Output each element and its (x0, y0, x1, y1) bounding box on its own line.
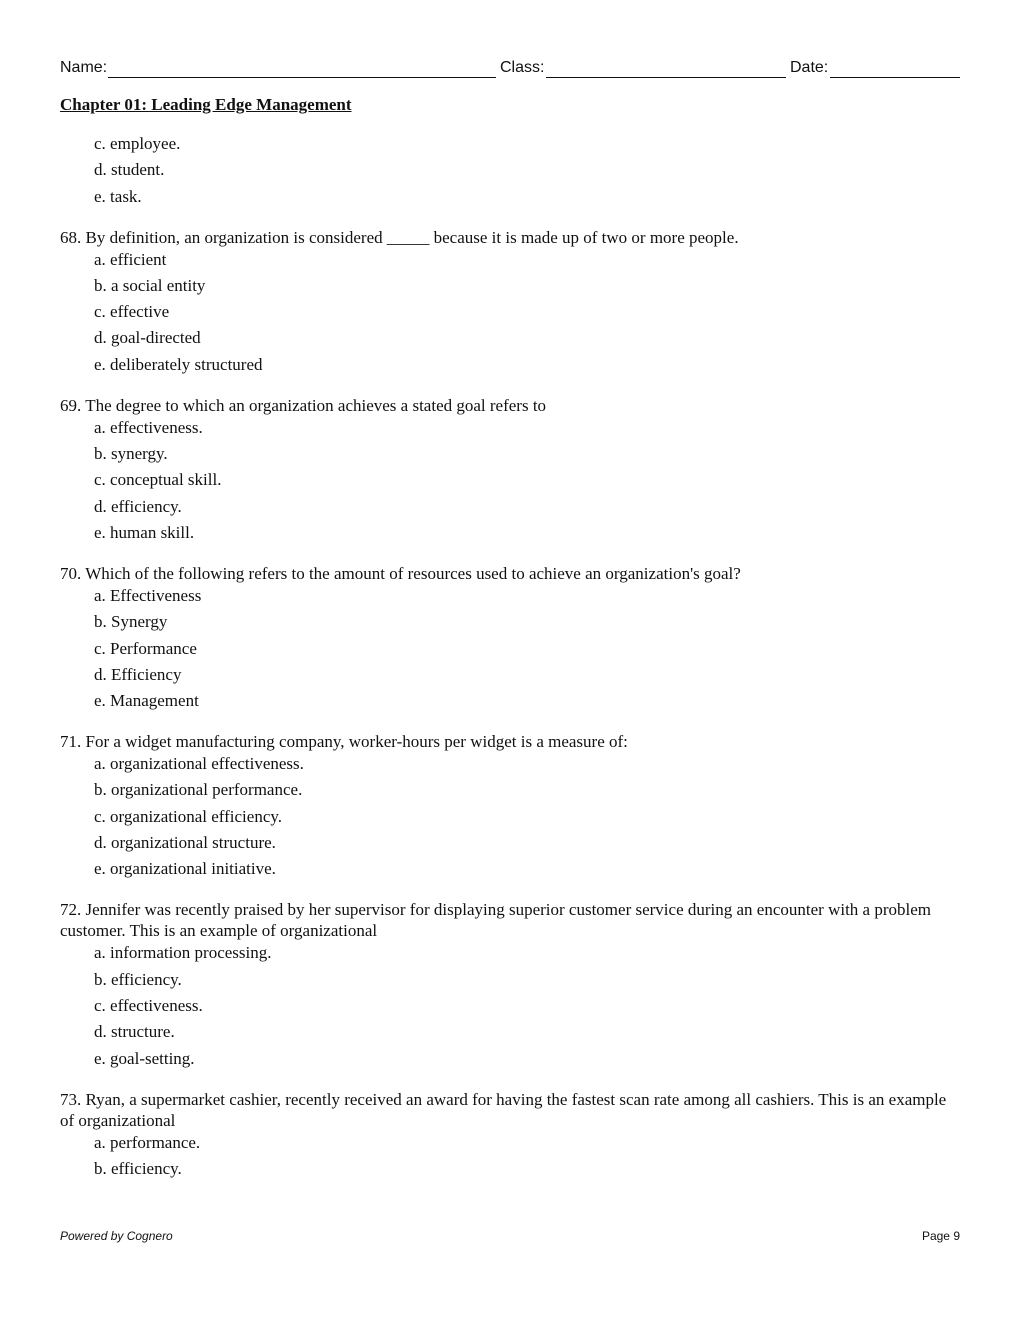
answer-option: e. deliberately structured (94, 354, 263, 374)
answer-option: b. organizational performance. (94, 780, 303, 800)
answer-option: a. Effectiveness (94, 585, 202, 605)
name-label: Name: (60, 59, 108, 76)
question-text: 70. Which of the following refers to the amount of resources used to achieve an organization's goal? (60, 563, 741, 583)
question-list (60, 134, 960, 1185)
answer-option: a. effectiveness. (94, 417, 203, 437)
answer-option: a. organizational effectiveness. (94, 754, 304, 774)
answer-options (60, 943, 960, 1068)
question-text: 68. By definition, an organization is considered _____ because it is made up of two or more people. (60, 227, 739, 247)
class-field-line (546, 77, 786, 78)
date-field-line (830, 77, 960, 78)
answer-options (60, 250, 960, 375)
answer-options (60, 586, 960, 711)
continued-options (60, 134, 960, 207)
answer-option: c. effectiveness. (94, 995, 203, 1015)
question-70 (60, 563, 960, 711)
question-text: 73. Ryan, a supermarket cashier, recently received an award for having the fastest scan rate among all cashiers. This is an example of organizational (60, 1089, 947, 1130)
answer-option: b. synergy. (94, 444, 168, 464)
answer-option: b. Synergy (94, 612, 168, 632)
answer-option: a. information processing. (94, 943, 272, 963)
answer-option: e. organizational initiative. (94, 859, 276, 879)
student-info-header (60, 58, 960, 80)
answer-option: b. efficiency. (94, 969, 182, 989)
answer-option: e. goal-setting. (94, 1048, 195, 1068)
answer-options (60, 754, 960, 879)
answer-option: a. efficient (94, 249, 167, 269)
answer-option: c. Performance (94, 638, 197, 658)
page-number: Page 9 (921, 1229, 960, 1243)
answer-option: e. Management (94, 691, 199, 711)
answer-options (60, 1133, 960, 1179)
question-69 (60, 395, 960, 543)
question-text: 71. For a widget manufacturing company, worker-hours per widget is a measure of: (60, 732, 628, 752)
answer-option: d. Efficiency (94, 664, 182, 684)
answer-option: d. efficiency. (94, 496, 182, 516)
question-text: 69. The degree to which an organization achieves a stated goal refers to (60, 395, 547, 415)
answer-option: d. student. (94, 160, 165, 180)
date-label: Date: (790, 59, 829, 76)
answer-option: b. efficiency. (94, 1158, 182, 1178)
question-71 (60, 731, 960, 879)
answer-option: c. employee. (94, 134, 181, 153)
answer-option: e. human skill. (94, 522, 195, 542)
question-72 (60, 899, 960, 1068)
answer-option: a. performance. (94, 1132, 201, 1152)
chapter-title: Chapter 01: Leading Edge Management (60, 95, 352, 114)
question-text: 72. Jennifer was recently praised by her supervisor for displaying superior customer service during an encounter with a problem customer. This is an example of organizational (60, 900, 931, 941)
answer-option: c. effective (94, 302, 170, 322)
answer-option: d. structure. (94, 1022, 175, 1042)
answer-option: d. organizational structure. (94, 833, 276, 853)
powered-by-footer: Powered by Cognero (60, 1229, 173, 1243)
name-field-line (108, 77, 496, 78)
question-68 (60, 227, 960, 375)
answer-options (60, 418, 960, 543)
answer-option: b. a social entity (94, 275, 206, 295)
answer-option: c. conceptual skill. (94, 470, 222, 490)
class-label: Class: (500, 59, 545, 76)
answer-option: e. task. (94, 186, 142, 206)
answer-option: d. goal-directed (94, 328, 201, 348)
answer-option: c. organizational efficiency. (94, 806, 283, 826)
question-73 (60, 1089, 960, 1179)
